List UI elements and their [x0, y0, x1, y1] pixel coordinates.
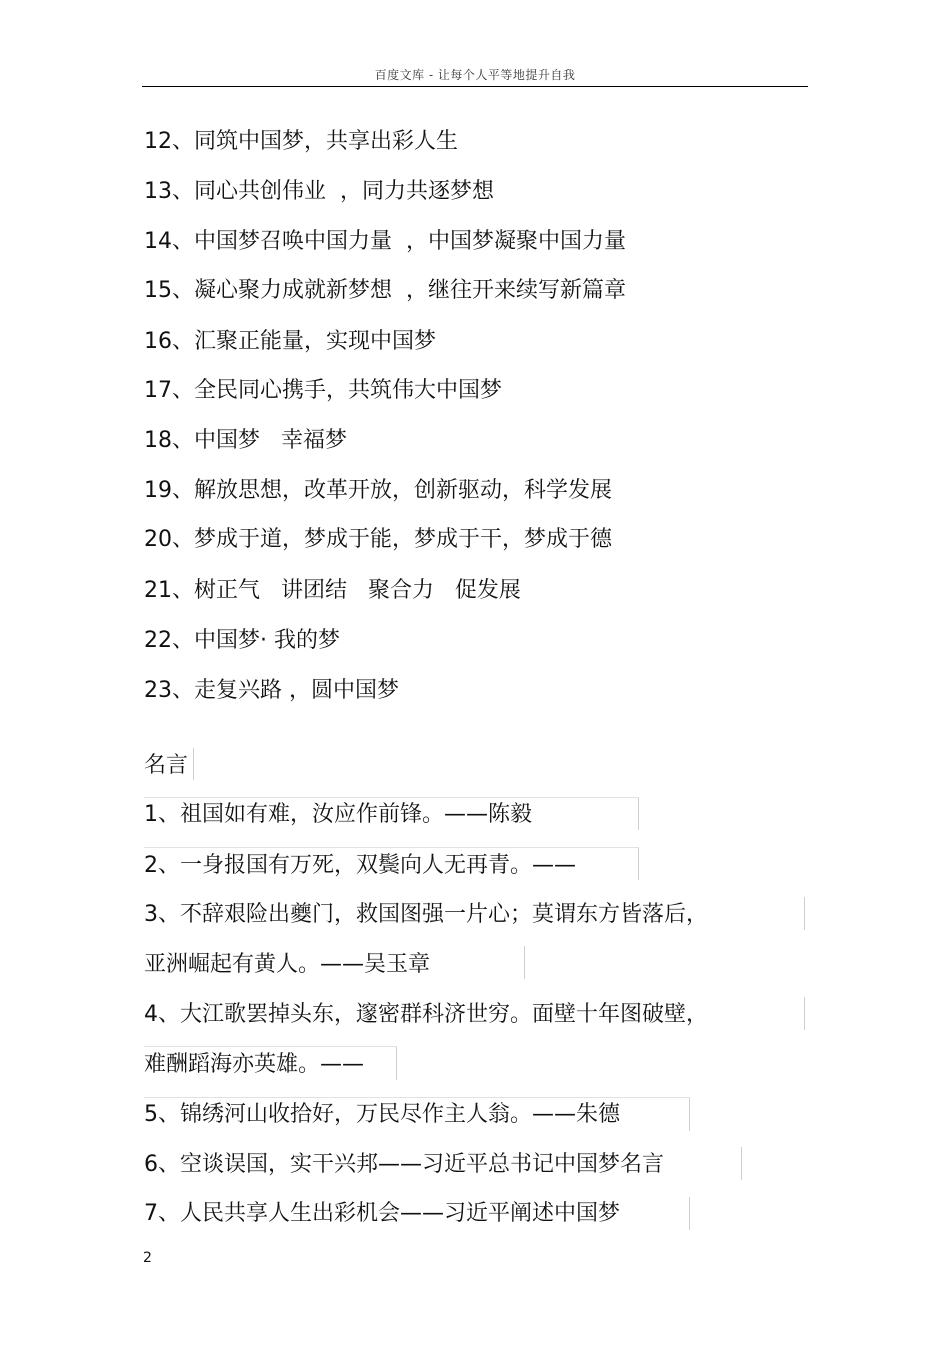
header-divider	[142, 86, 808, 87]
text-box-edge	[689, 1197, 690, 1230]
slogan-item: 15、凝心聚力成就新梦想 ，继往开来续写新篇章	[144, 278, 626, 303]
quote-item: 1、祖国如有难，汝应作前锋。——陈毅	[144, 802, 532, 827]
text-box-edge	[144, 1097, 690, 1098]
slogan-item: 21、树正气 讲团结 聚合力 促发展	[144, 578, 521, 603]
quote-item: 3、不辞艰险出夔门，救国图强一片心；莫谓东方皆落后，	[144, 902, 708, 927]
slogan-item: 19、解放思想，改革开放，创新驱动，科学发展	[144, 478, 612, 503]
quote-item: 亚洲崛起有黄人。——吴玉章	[144, 952, 431, 977]
text-box-edge	[741, 1147, 742, 1180]
quote-item: 难酬蹈海亦英雄。——	[144, 1052, 365, 1077]
text-box-edge	[524, 946, 525, 979]
slogan-item: 20、梦成于道，梦成于能，梦成于干，梦成于德	[144, 527, 612, 552]
slogan-item: 18、中国梦 幸福梦	[144, 428, 347, 453]
slogan-item: 17、全民同心携手，共筑伟大中国梦	[144, 378, 502, 403]
quote-item: 6、空谈误国，实干兴邦——习近平总书记中国梦名言	[144, 1152, 664, 1177]
quote-item: 4、大江歌罢掉头东，邃密群科济世穷。面壁十年图破壁，	[144, 1002, 708, 1027]
text-box-edge	[144, 847, 639, 848]
text-box-edge	[144, 1046, 397, 1047]
slogan-item: 22、中国梦· 我的梦	[144, 628, 340, 653]
slogan-item: 16、汇聚正能量，实现中国梦	[144, 329, 436, 354]
text-box-edge	[193, 748, 194, 780]
slogan-item: 12、同筑中国梦，共享出彩人生	[144, 129, 458, 154]
text-box-edge	[396, 1047, 397, 1080]
slogan-item: 23、走复兴路 ，圆中国梦	[144, 678, 399, 703]
quotes-heading: 名言	[144, 753, 189, 778]
text-box-edge	[638, 798, 639, 830]
page-number: 2	[143, 1250, 152, 1266]
quote-item: 7、人民共享人生出彩机会——习近平阐述中国梦	[144, 1201, 620, 1226]
text-box-edge	[804, 997, 805, 1030]
text-box-edge	[144, 797, 639, 798]
text-box-edge	[638, 848, 639, 880]
text-box-edge	[804, 897, 805, 930]
slogan-item: 13、同心共创伟业 ，同力共逐梦想	[144, 179, 494, 204]
text-box-edge	[689, 1098, 690, 1131]
slogan-item: 14、中国梦召唤中国力量 ，中国梦凝聚中国力量	[144, 229, 626, 254]
quote-item: 5、锦绣河山收拾好，万民尽作主人翁。——朱德	[144, 1102, 620, 1127]
header-text: 百度文库 - 让每个人平等地提升自我	[374, 68, 576, 82]
quote-item: 2、一身报国有万死，双鬓向人无再青。——	[144, 853, 576, 878]
